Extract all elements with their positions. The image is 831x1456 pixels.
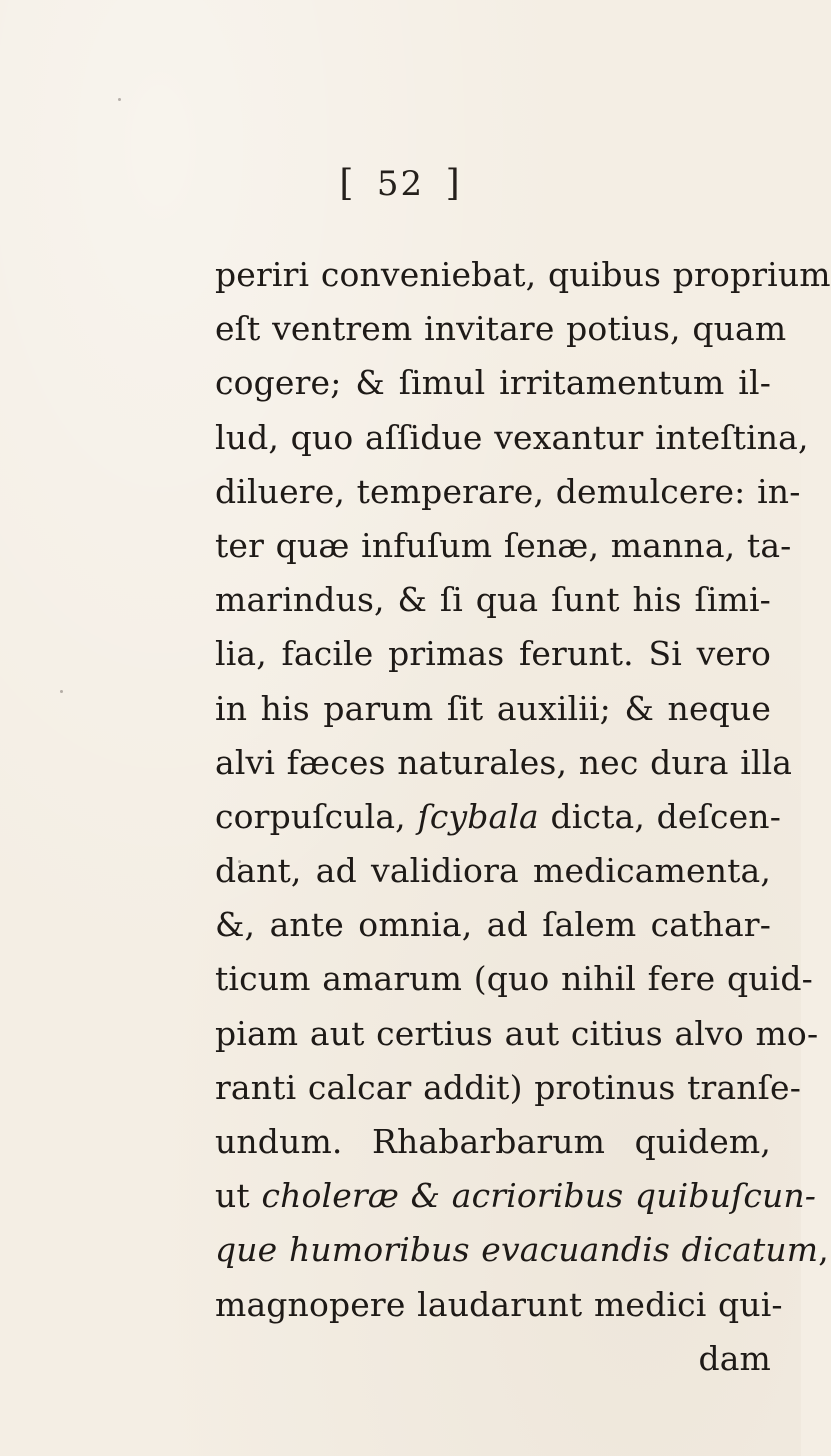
text-line <box>215 952 813 1006</box>
text-line <box>215 790 781 844</box>
text-segment: in his parum ſit auxilii; & neque <box>215 688 771 728</box>
text-segment: alvi fæces naturales, nec dura illa <box>215 742 793 782</box>
text-segment: ter quæ infuſum ſenæ, manna, ta- <box>215 525 792 565</box>
text-line <box>215 519 792 573</box>
text-segment: , <box>818 1230 829 1270</box>
text-line <box>215 627 771 681</box>
text-segment: marindus, & ſi qua ſunt his ſimi- <box>215 580 771 620</box>
text-line <box>215 844 771 898</box>
text-line <box>215 682 771 736</box>
text-segment: periri conveniebat, quibus proprium <box>215 255 831 294</box>
text-line <box>215 1115 771 1169</box>
text-line <box>215 1169 817 1223</box>
text-line <box>215 248 831 302</box>
text-line <box>215 302 787 356</box>
text-line <box>215 736 793 790</box>
text-segment: piam aut certius aut citius alvo mo- <box>215 1013 819 1053</box>
text-segment: dicta, deſcen- <box>538 796 781 836</box>
text-line <box>215 573 771 627</box>
page-number: 52 <box>376 164 425 204</box>
text-segment: undum. Rhabarbarum quidem, <box>215 1122 771 1161</box>
catchword: dam <box>698 1338 771 1378</box>
text-segment: &, ante omnia, ad ſalem cathar- <box>215 905 771 945</box>
text-line <box>215 356 771 410</box>
text-segment: dant, ad validiora medicamenta, <box>215 851 771 891</box>
text-line <box>215 1278 783 1332</box>
header-close-bracket: ] <box>445 163 462 204</box>
text-segment: ticum amarum (quo nihil fere quid- <box>215 959 813 999</box>
header-open-bracket: [ <box>339 163 356 204</box>
text-segment: lia, facile primas ferunt. Si vero <box>215 634 771 674</box>
italic-text: ſcybala <box>417 796 539 836</box>
text-line <box>215 411 809 465</box>
text-segment: ut <box>215 1176 262 1216</box>
text-line <box>215 1061 802 1115</box>
text-segment: magnopere laudarunt medici qui- <box>215 1284 783 1324</box>
paper-speck <box>60 690 63 693</box>
text-segment: ranti calcar addit) protinus tranſe- <box>215 1067 802 1107</box>
text-segment: lud, quo aſſidue vexantur inteſtina, <box>215 417 809 457</box>
paper-speck <box>238 860 241 863</box>
page-header <box>0 163 801 204</box>
paper-speck <box>118 98 121 101</box>
italic-text: choleræ & acrioribus quibuſcun- <box>261 1176 817 1216</box>
body-text <box>215 248 831 1386</box>
text-line <box>215 465 801 519</box>
italic-text: que humoribus evacuandis dicatum <box>215 1230 819 1270</box>
text-line <box>215 1223 829 1277</box>
text-segment: corpuſcula, <box>215 796 418 836</box>
text-line <box>215 1007 819 1061</box>
text-line <box>215 898 771 952</box>
text-segment: eſt ventrem invitare potius, quam <box>215 309 787 349</box>
text-segment: cogere; & ſimul irritamentum il- <box>215 363 771 403</box>
text-segment: diluere, temperare, demulcere: in- <box>215 471 801 511</box>
